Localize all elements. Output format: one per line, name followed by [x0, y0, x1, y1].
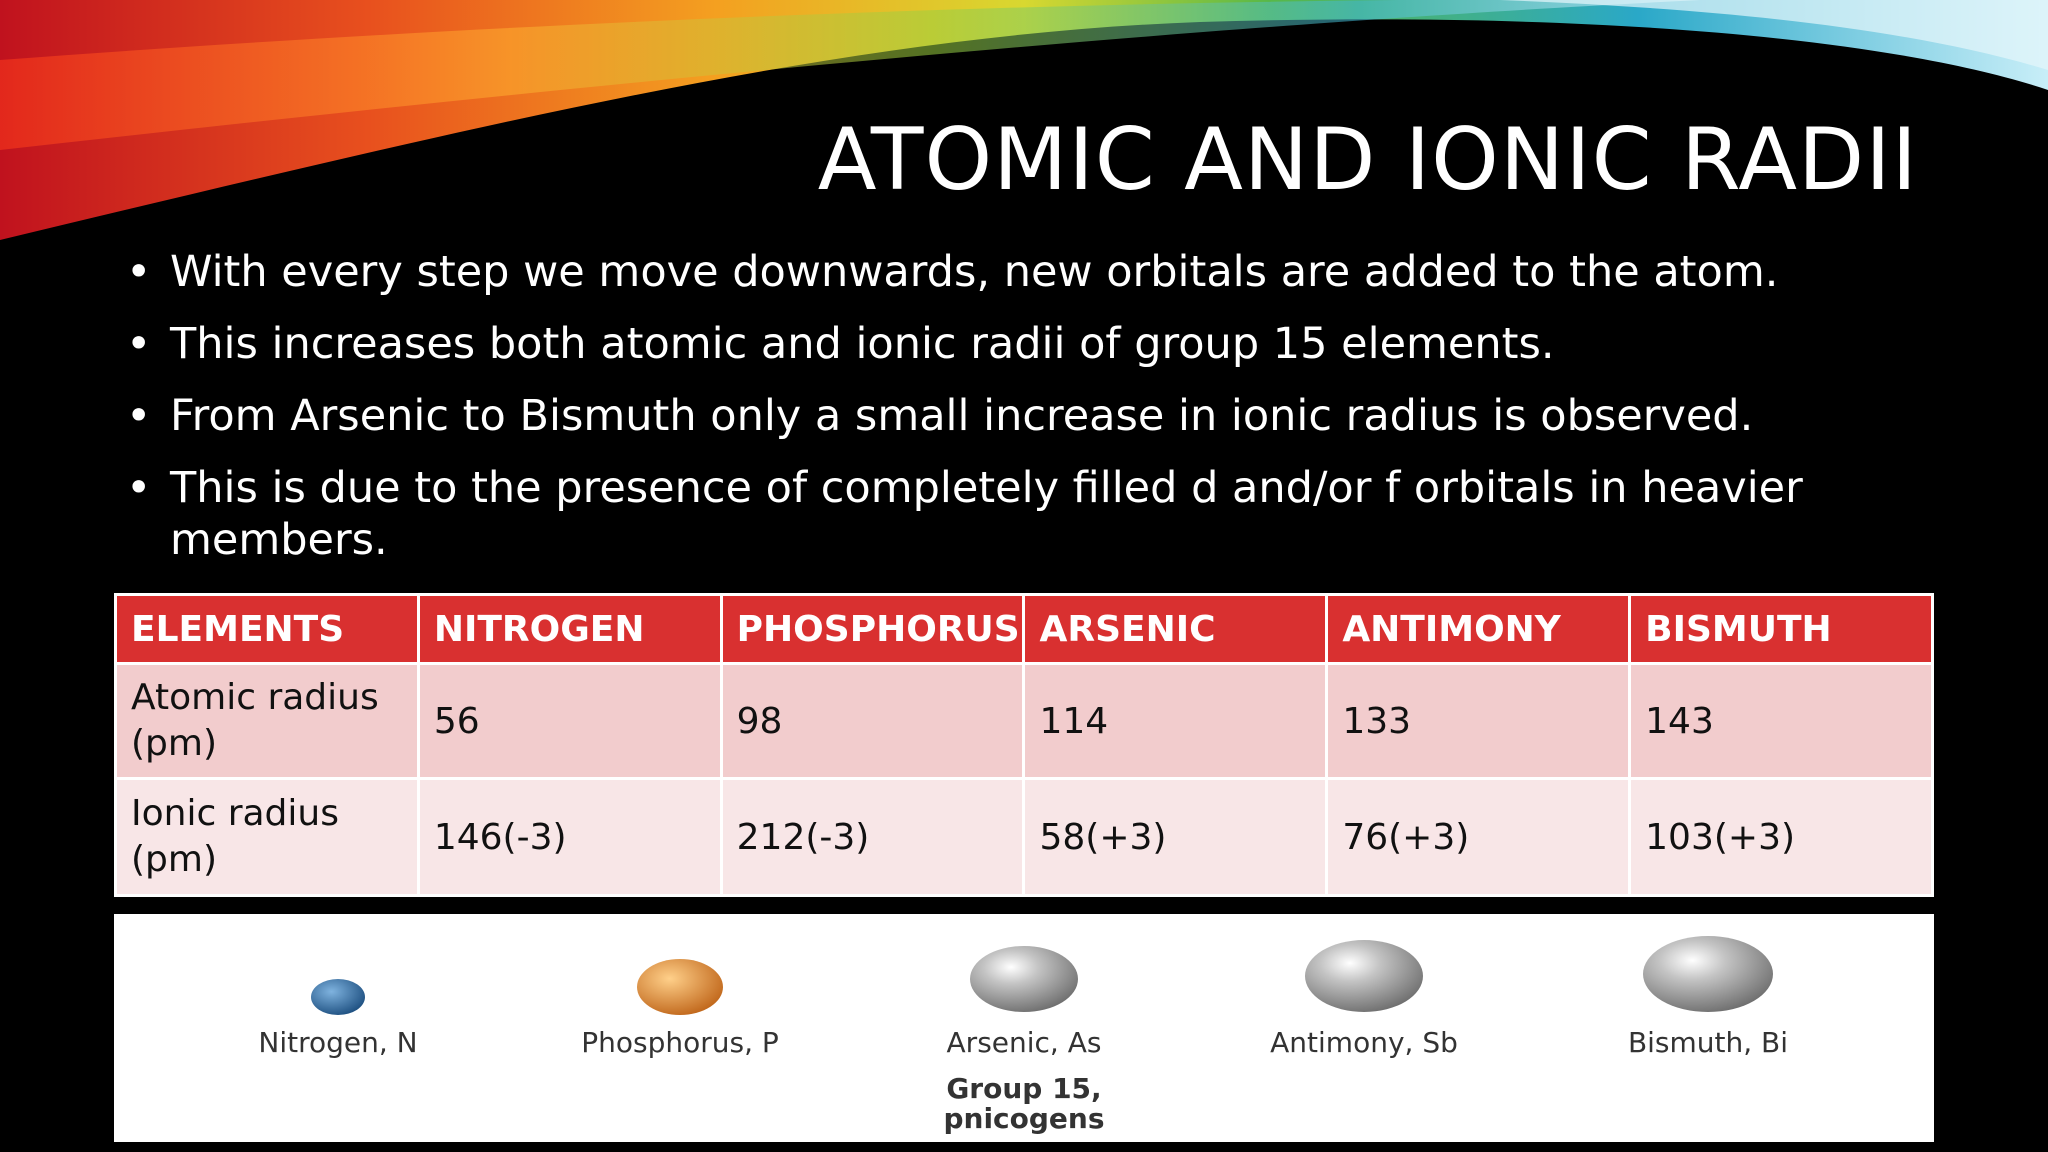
- bullet-text: With every step we move downwards, new orbitals are added to the atom.: [170, 247, 1779, 297]
- nitrogen-atom: [311, 979, 365, 1015]
- antimony-atom: [1305, 940, 1423, 1012]
- bullet-text: This is due to the presence of completely filled d and/or f orbitals in heavier members.: [170, 463, 1803, 565]
- bullet-item: [126, 246, 1906, 298]
- table-cell: 146(-3): [418, 779, 721, 896]
- table-cell: 103(+3): [1630, 779, 1933, 896]
- atom-size-figure: [114, 914, 1934, 1142]
- caption-line: Group 15,: [946, 1072, 1102, 1105]
- radii-table: [114, 593, 1934, 897]
- bullet-item: [126, 390, 1906, 442]
- arsenic-atom: [970, 946, 1078, 1012]
- bullet-list: [126, 246, 1906, 586]
- table-cell: 56: [418, 664, 721, 779]
- figure-caption: [943, 1074, 1104, 1134]
- table-cell: 98: [721, 664, 1024, 779]
- table-cell: 143: [1630, 664, 1933, 779]
- table-row: [116, 664, 1933, 779]
- bullet-text: From Arsenic to Bismuth only a small increase in ionic radius is observed.: [170, 391, 1754, 441]
- table-header-cell: BISMUTH: [1630, 595, 1933, 664]
- table-header-cell: ELEMENTS: [116, 595, 419, 664]
- table-row: [116, 779, 1933, 896]
- table-cell: 58(+3): [1024, 779, 1327, 896]
- table-row-label: Atomic radius (pm): [116, 664, 419, 779]
- slide-title: ATOMIC AND IONIC RADII: [817, 110, 1918, 210]
- table-cell: 76(+3): [1327, 779, 1630, 896]
- table-header-cell: ARSENIC: [1024, 595, 1327, 664]
- atom-label: Antimony, Sb: [1270, 1026, 1458, 1059]
- table-header-cell: NITROGEN: [418, 595, 721, 664]
- bullet-dot: •: [126, 319, 152, 369]
- atom-label: Arsenic, As: [946, 1026, 1102, 1059]
- table-row-label: Ionic radius (pm): [116, 779, 419, 896]
- table-header-cell: ANTIMONY: [1327, 595, 1630, 664]
- bullet-dot: •: [126, 463, 152, 513]
- table-cell: 133: [1327, 664, 1630, 779]
- atom-label: Phosphorus, P: [581, 1026, 779, 1059]
- bullet-dot: •: [126, 247, 152, 297]
- bismuth-atom: [1643, 936, 1773, 1012]
- caption-line: pnicogens: [943, 1102, 1105, 1135]
- table-cell: 212(-3): [721, 779, 1024, 896]
- atom-label: Bismuth, Bi: [1627, 1026, 1789, 1059]
- phosphorus-atom: [637, 959, 723, 1015]
- table-cell: 114: [1024, 664, 1327, 779]
- table-header-row: [116, 595, 1933, 664]
- bullet-text: This increases both atomic and ionic radii of group 15 elements.: [170, 319, 1555, 369]
- table-header-cell: PHOSPHORUS: [721, 595, 1024, 664]
- bullet-dot: •: [126, 391, 152, 441]
- bullet-item: [126, 462, 1906, 566]
- atom-label: Nitrogen, N: [258, 1026, 418, 1059]
- bullet-item: [126, 318, 1906, 370]
